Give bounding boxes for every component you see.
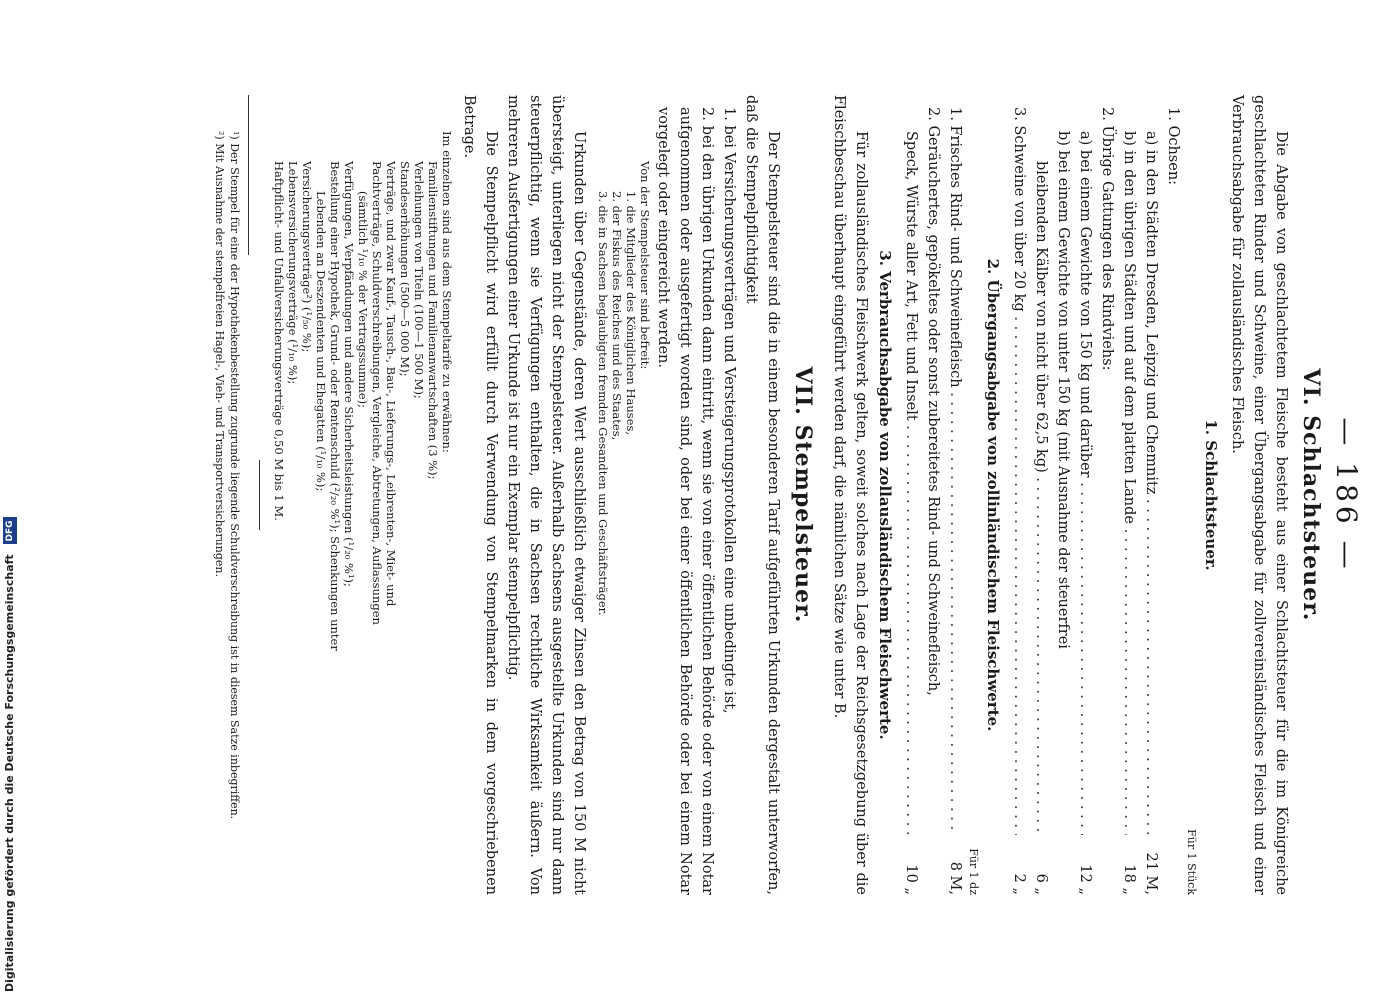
section-vi-title: VI. Schlachtsteuer. [1298,368,1324,622]
tariff-row-value: 18 „ [1121,864,1137,895]
column-header-per-piece: Für 1 Stück [1185,829,1198,895]
tariff-row [922,95,944,895]
subsection-2-title: 2. Übergangsabgabe von zollinländischem Fleischwerte. [984,258,1002,732]
tariff-row-value: 10 „ [903,864,919,895]
tariff-row-value: 12 „ [1077,864,1093,895]
subsection-3-title: 3. Verbrauchsabgabe von zollausländischem Fleischwerte. [876,250,894,740]
tariff-row [1008,95,1030,895]
tariff-list-item: Lebenden an Deszendenten und Ehegatten (¹/₁₀ %); [314,191,328,492]
tariff-list-item: (sämtlich ¹/₁₀ % der Vertragssumme); [356,191,370,408]
digitization-text: Digitalisierung gefördert durch die Deutsche Forschungsgemeinschaft [3,554,16,992]
tariff-row [1052,95,1074,895]
column-header-per-dz: Für 1 dz [967,848,980,895]
exempt-item: 3. die in Sachsen beglaubigten fremden Gesandten und Geschäftsträger. [596,191,610,616]
tariff-row [1096,95,1118,895]
section-vi-intro: Die Abgabe von geschlachtetem Fleische besteht aus einer Schlachtsteuer für die im Königreiche geschlachteten Rinder und Schweine, einer Übergangsabgabe für zollvereinsländisches Fleisch und einer Verbrauchsabgabe für zollausländisches Fleisch. [1229,95,1289,895]
tariff-row-value: 8 M, [947,861,963,895]
section-vii-item: 1. bei Versicherungsverträgen und Versteigerungsprotokollen eine unbedingte ist, [721,107,737,714]
tariff-row-label: 2. Übrige Gattungen des Rindviehs: [1099,107,1115,371]
tariff-row-label: Speck, Würste aller Art, Fett und Inselt . . . [900,131,922,835]
tariff-row-label: 1. Ochsen: [1165,107,1181,186]
tariff-list-item: Pachtverträge, Schuldverschreibungen, Vergleiche, Abtretungen, Auflassungen [370,161,384,625]
tariff-row [1140,95,1162,895]
section-vii-title: VII. Stempelsteuer. [790,366,816,624]
subsection-3-text: Für zollausländisches Fleischwerk gelten, soweit solches nach Lage der Reichsgesetzgebung über die Fleischbeschau überhaupt eingeführt werden darf, die nämlichen Sätze wie unter B. [831,95,869,895]
tariff-row-value: 21 M, [1143,852,1159,895]
tariff-list-item: Lebensversicherungsverträge (¹/₁₀ %); [286,161,300,385]
page-content [212,95,1363,895]
tariff-list-item: Verleihungen von Titeln (100—1 500 M); [412,161,426,399]
footnote-rule [248,95,249,255]
tariff-list-item: Haftpflicht- und Unfallversicherungsverträge 0,50 M bis 1 M. [272,161,286,521]
section-vii-para2: Urkunden über Gegenstände, deren Wert ausschließlich etwaiger Zinsen den Betrag von 150 M nicht übersteigt, unterliegen nicht der Stempelsteuer. Außerhalb Sachsens ausgestellte Urkunden sind nur dann steuerpflichtig, wenn sie Verfügungen enthalten, die in Sachsen rechtliche Wirksamkeit äußern. Von mehreren Ausfertigungen einer Urkunde ist nur ein Exemplar stempelpflichtig. [505,95,587,895]
tariff-list-heading: Im einzelnen sind aus dem Stempeltarife zu erwähnen: [440,131,454,453]
tariff-list-item: Versicherungsverträge²) (¹/₅₀ %); [300,161,314,353]
tariff-row [1030,95,1052,895]
tariff-list-item: Verträge, und zwar Kauf-, Tausch-, Bau-, Lieferungs-, Leibrenten-, Miet- und [384,161,398,607]
tariff-row-label: b) in den übrigen Städten und auf dem platten Lande . . . [1118,131,1140,835]
tariff-row-value: 6 „ [1033,873,1049,895]
tariff-row [1118,95,1140,895]
digitization-strip [0,0,20,1000]
footnote: ²) Mit Ausnahme der stempelfreien Hagel-, Vieh- und Transportversicherungen. [213,131,226,577]
tariff-row [900,95,922,895]
exempt-item: 2. der Fiskus des Reiches und des Staates, [610,191,624,441]
tariff-row-label: a) in den Städten Dresden, Leipzig und Chemnitz . . . [1140,131,1162,835]
tariff-list-item: Standeserhöhungen (500—5 000 M); [398,161,412,377]
section-vii-para1: Der Stempelsteuer sind die in einem besonderen Tarif aufgeführten Urkunden dergestalt unterworfen, daß die Stempelpflichtigkeit [743,95,781,895]
tariff-row-label: bleibenden Kälber von nicht über 62,5 kg) . . . [1030,161,1052,835]
tariff-row [1074,95,1096,895]
dfg-logo: DFG [3,517,17,544]
digitization-notice [0,0,20,1000]
subsection-1-title: 1. Schlachtsteuer. [1202,419,1220,571]
tariff-row [1162,95,1184,895]
section-vii-para3: Die Stempelpflicht wird erfüllt durch Verwendung von Stempelmarken in dem vorgeschriebenen Betrage. [461,95,499,895]
tariff-list-item: Bestellung einer Hypothek, Grund- oder Rentenschuld (²/₂₀ %¹); Schenkungen unter [328,161,342,651]
tariff-row-label: a) bei einem Gewichte von 150 kg und darüber . . . [1074,131,1096,835]
exempt-heading: Von der Stempelsteuer sind befreit: [638,161,652,370]
tariff-list-item: Familienstiftungen und Familienanwartschaften (3 %); [426,161,440,480]
tariff-list-item: Verfügungen, Verpfändungen und andere Sicherheitsleistungen (¹/₂₀ %¹); [342,161,356,587]
tariff-row-label: b) bei einem Gewichte von unter 150 kg (mit Ausnahme der steuerfrei [1055,131,1071,649]
tariff-row-label: 3. Schweine von über 20 kg . . . [1008,107,1030,835]
exempt-item: 1. die Mitglieder des Königlichen Hauses, [624,191,638,436]
tariff-row-label: 2. Geräuchertes, gepökeltes oder sonst zubereitetes Rind- und Schweinefleisch, [925,107,941,696]
section-vii-item: 2. bei den übrigen Urkunden dann eintritt, wenn sie von einer öffentlichen Behörde oder von einem Notar aufgenommen oder ausgefertigt worden sind, oder bei einer öffentlichen Behörde oder bei einem Notar vorgelegt oder eingereicht werden. [655,107,715,895]
tariff-row-value: 2 „ [1011,873,1027,895]
page-number: — 186 — [1330,417,1363,573]
divider [259,460,260,530]
tariff-row [944,95,966,895]
tariff-row-label: 1. Frisches Rind- und Schweinefleisch . . . [944,107,966,835]
footnote: ¹) Der Stempel für eine der Hypothekenbestellung zugrunde liegende Schuldverschreibung ist in diesem Satze inbegriffen. [228,131,241,820]
